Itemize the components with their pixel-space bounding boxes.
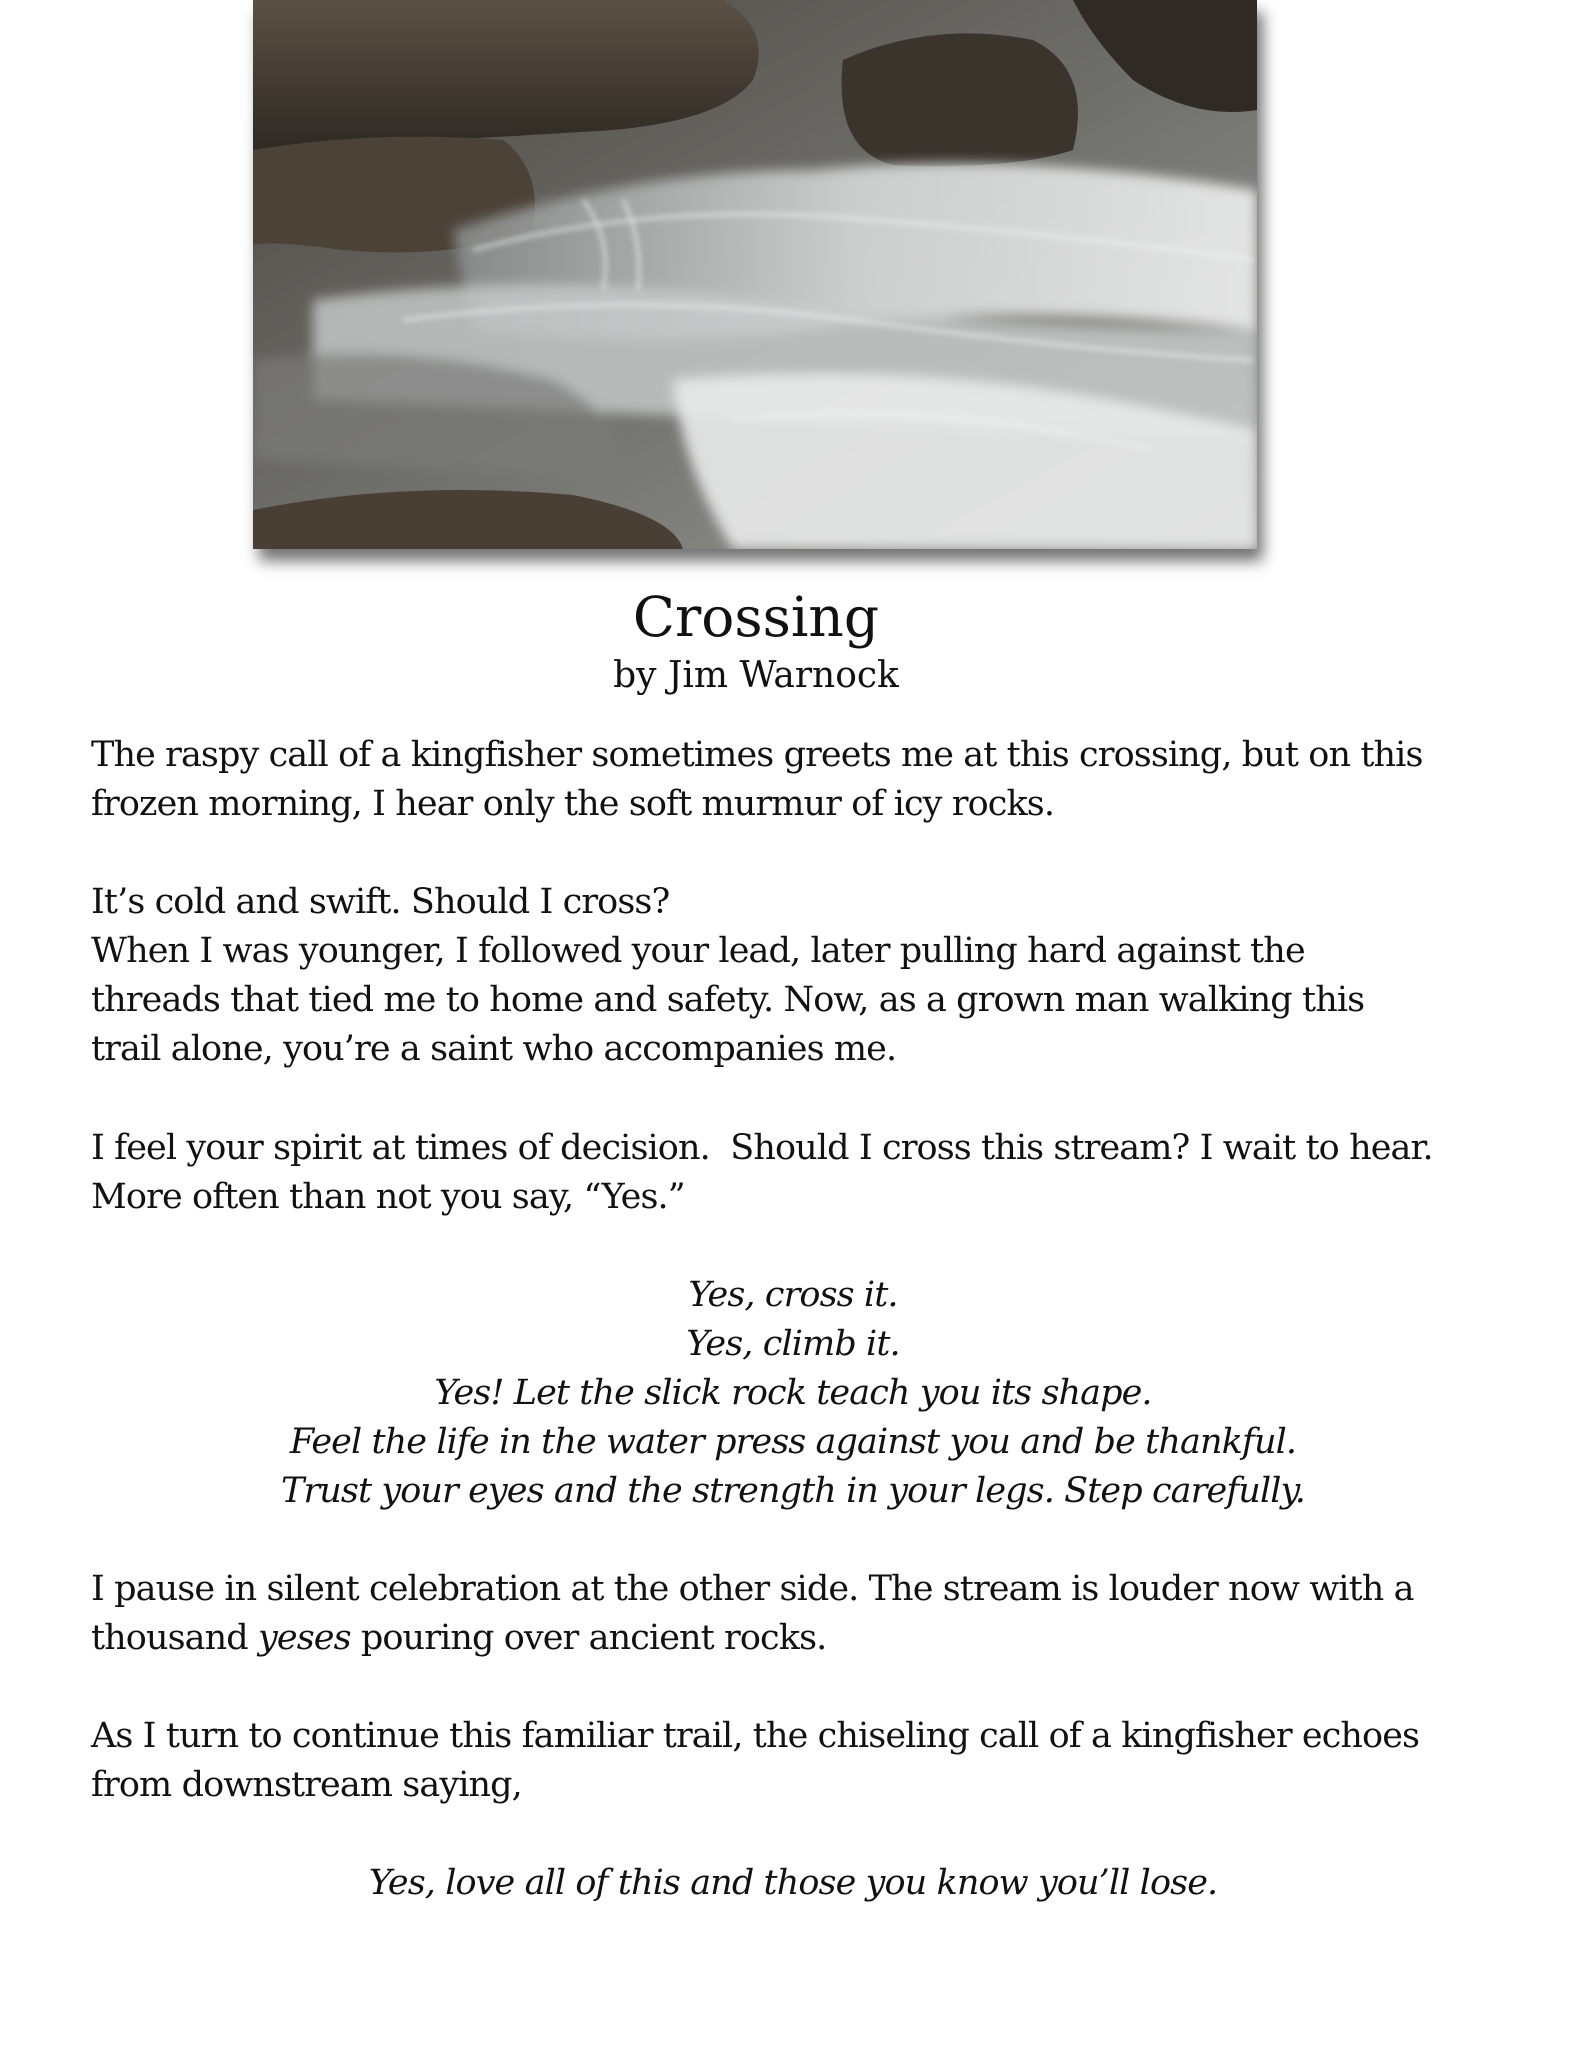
stanza-line: The raspy call of a kingfisher sometimes greets me at this crossing, but on this bbox=[91, 735, 1423, 775]
refrain-line: Yes, cross it. bbox=[688, 1275, 898, 1315]
stanza-line: I pause in silent celebration at the other side. The stream is louder now with a bbox=[91, 1569, 1414, 1609]
stanza-line: trail alone, you’re a saint who accompanies me. bbox=[91, 1029, 897, 1069]
stanza-line: from downstream saying, bbox=[91, 1765, 522, 1805]
stanza-line: It’s cold and swift. Should I cross? bbox=[91, 882, 670, 922]
refrain-line: Yes! Let the slick rock teach you its shape. bbox=[434, 1373, 1152, 1413]
refrain-line: Yes, climb it. bbox=[686, 1324, 900, 1364]
stanza-4 bbox=[91, 1565, 1511, 1663]
stanza-line: As I turn to continue this familiar trail, the chiseling call of a kingfisher echoes bbox=[91, 1716, 1420, 1756]
stanza-line: When I was younger, I followed your lead, later pulling hard against the bbox=[91, 931, 1305, 971]
stanza-line: More often than not you say, “Yes.” bbox=[91, 1177, 685, 1217]
stanza-text: thousand bbox=[91, 1618, 259, 1658]
stream-photo-illustration bbox=[253, 0, 1257, 549]
stanza-line: threads that tied me to home and safety. Now, as a grown man walking this bbox=[91, 980, 1365, 1020]
stream-photo bbox=[253, 0, 1257, 549]
poem-title: Crossing bbox=[632, 585, 880, 649]
stanza-5 bbox=[91, 1712, 1511, 1810]
stanza-2 bbox=[91, 878, 1511, 1074]
refrain-line: Feel the life in the water press against you and be thankful. bbox=[289, 1422, 1297, 1462]
stanza-line: I feel your spirit at times of decision. Should I cross this stream? I wait to hear. bbox=[91, 1128, 1433, 1168]
stanza-text: pouring over ancient rocks. bbox=[350, 1618, 827, 1658]
stanza-3 bbox=[91, 1124, 1511, 1222]
stanza-line: frozen morning, I hear only the soft murmur of icy rocks. bbox=[91, 784, 1055, 824]
italic-refrain bbox=[91, 1271, 1495, 1516]
poem-byline: by Jim Warnock bbox=[613, 655, 899, 696]
stanza-1 bbox=[91, 731, 1511, 829]
emphasis-yeses: yeses bbox=[258, 1618, 351, 1658]
refrain-line: Trust your eyes and the strength in your legs. Step carefully. bbox=[281, 1471, 1305, 1511]
stanza-line bbox=[91, 1614, 1511, 1663]
closing-line: Yes, love all of this and those you know you’ll lose. bbox=[368, 1863, 1218, 1903]
